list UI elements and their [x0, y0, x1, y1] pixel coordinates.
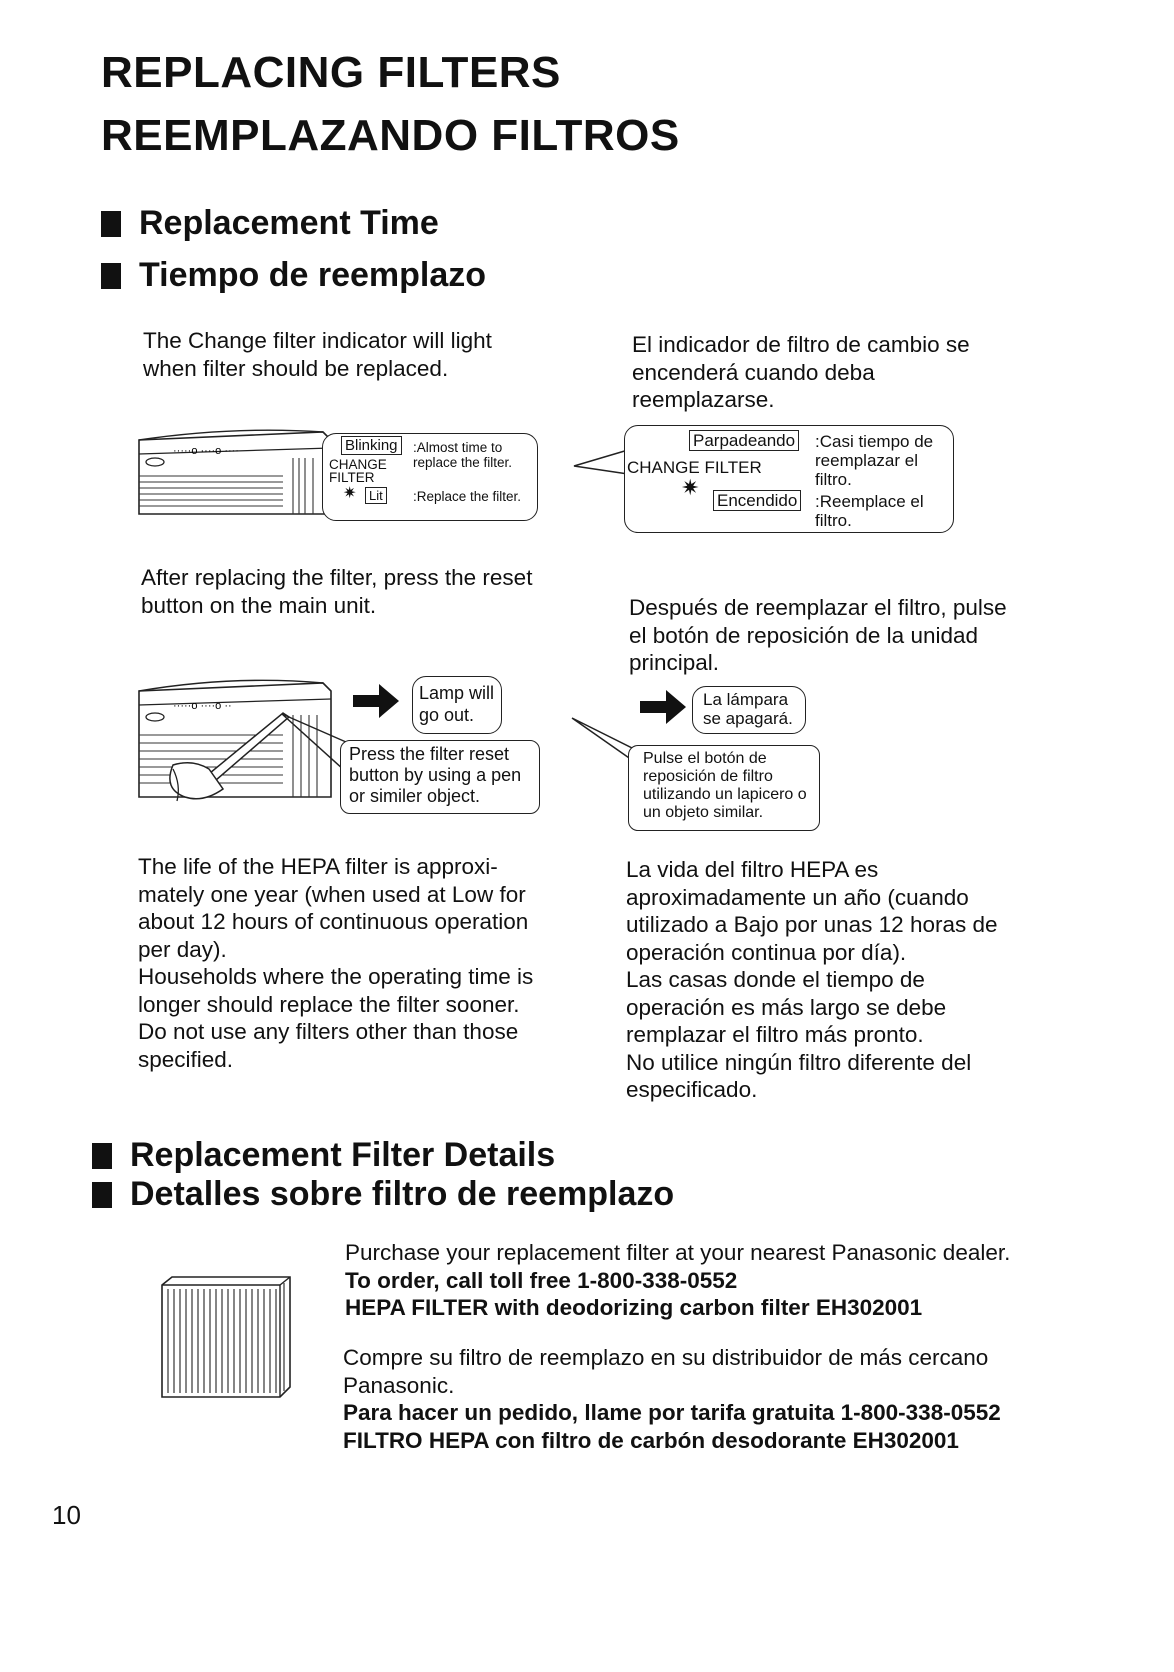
parpadeando-text: :Casi tiempo de reemplazar el filtro.	[815, 432, 934, 489]
lamp-icon: ✷	[343, 485, 357, 502]
lamp-callout-en: Lamp will go out.	[412, 676, 502, 734]
filter-model-en: HEPA FILTER with deodorizing carbon filter EH302001	[345, 1295, 923, 1320]
filter-life-es	[626, 856, 1011, 1104]
callout-pointer	[572, 448, 632, 478]
square-bullet-icon	[101, 211, 121, 237]
air-purifier-illustration	[133, 418, 343, 520]
reset-text-es: Después de reemplazar el filtro, pulse el botón de reposición de la unidad principal.	[629, 595, 1007, 675]
reset-text-en: After replacing the filter, press the reset button on the main unit.	[141, 565, 533, 618]
svg-text:·····o ····o ··: ·····o ····o ··	[173, 700, 232, 712]
press-callout-es: Pulse el botón de reposición de filtro utilizando un lapicero o un objeto similar.	[628, 745, 820, 831]
filter-details-es	[343, 1344, 1023, 1454]
filter-life-en-line: Do not use any filters other than those specified.	[138, 1019, 519, 1072]
filter-life-en	[138, 853, 538, 1073]
press-callout-en: Press the filter reset button by using a pen or similer object.	[340, 740, 540, 814]
lit-text: :Replace the filter.	[413, 489, 522, 504]
indicator-callout-es	[624, 425, 954, 533]
lamp-callout-es: La lámpara se apagará.	[692, 686, 806, 734]
filter-details-en	[345, 1239, 1045, 1322]
change-filter-label: CHANGE FILTER	[329, 457, 387, 485]
intro-text-en: The Change filter indicator will light when filter should be replaced.	[143, 328, 492, 381]
page-title-es: REEMPLAZANDO FILTROS	[101, 111, 680, 160]
arrow-right-icon	[640, 690, 686, 724]
filter-model-es: FILTRO HEPA con filtro de carbón desodorante EH302001	[343, 1427, 959, 1453]
arrow-right-icon	[353, 684, 399, 718]
square-bullet-icon	[92, 1182, 112, 1208]
order-phone-en: To order, call toll free 1-800-338-0552	[345, 1267, 738, 1293]
page-title-en: REPLACING FILTERS	[101, 48, 561, 97]
filter-life-es-line: No utilice ningún filtro diferente del especificado.	[626, 1049, 972, 1102]
lamp-icon: ✷	[681, 475, 700, 500]
filter-life-es-line: Las casas donde el tiempo de operación es más largo se debe remplazar el filtro más pronto.	[626, 967, 947, 1047]
blinking-tag: Blinking	[341, 438, 402, 454]
purchase-text-en: Purchase your replacement filter at your nearest Panasonic dealer.	[345, 1240, 1011, 1265]
encendido-tag: Encendido	[713, 491, 801, 510]
order-phone-es: Para hacer un pedido, llame por tarifa gratuita 1-800-338-0552	[343, 1400, 1001, 1425]
section-heading-detalles: Detalles sobre filtro de reemplazo	[92, 1175, 674, 1214]
hepa-filter-illustration	[158, 1275, 294, 1401]
lit-tag: Lit	[365, 488, 387, 504]
svg-text:·····o ····o ····: ·····o ····o ····	[173, 445, 239, 457]
page-number: 10	[52, 1500, 81, 1530]
section-heading-tiempo-de-reemplazo: Tiempo de reemplazo	[101, 256, 486, 295]
square-bullet-icon	[101, 263, 121, 289]
intro-text-es: El indicador de filtro de cambio se encenderá cuando deba reemplazarse.	[632, 332, 970, 412]
purchase-text-es: Compre su filtro de reemplazo en su distribuidor de más cercano Panasonic.	[343, 1345, 989, 1398]
encendido-text: :Reemplace el filtro.	[815, 492, 924, 530]
change-filter-label-es: CHANGE FILTER	[627, 458, 762, 477]
filter-life-en-line: Households where the operating time is longer should replace the filter sooner.	[138, 964, 534, 1017]
parpadeando-tag: Parpadeando	[689, 431, 799, 450]
indicator-callout-en	[322, 433, 538, 521]
section-heading-replacement-time: Replacement Time	[101, 204, 439, 243]
filter-life-es-line: La vida del filtro HEPA es aproximadamente un año (cuando utilizado a Bajo por unas 12 horas de operación continua por día).	[626, 857, 998, 965]
filter-life-en-line: The life of the HEPA filter is approxi-mately one year (when used at Low for about 12 hours of continuous operation per day).	[138, 854, 529, 962]
section-heading-filter-details: Replacement Filter Details	[92, 1136, 555, 1175]
blinking-text: :Almost time to replace the filter.	[413, 440, 513, 470]
square-bullet-icon	[92, 1143, 112, 1169]
